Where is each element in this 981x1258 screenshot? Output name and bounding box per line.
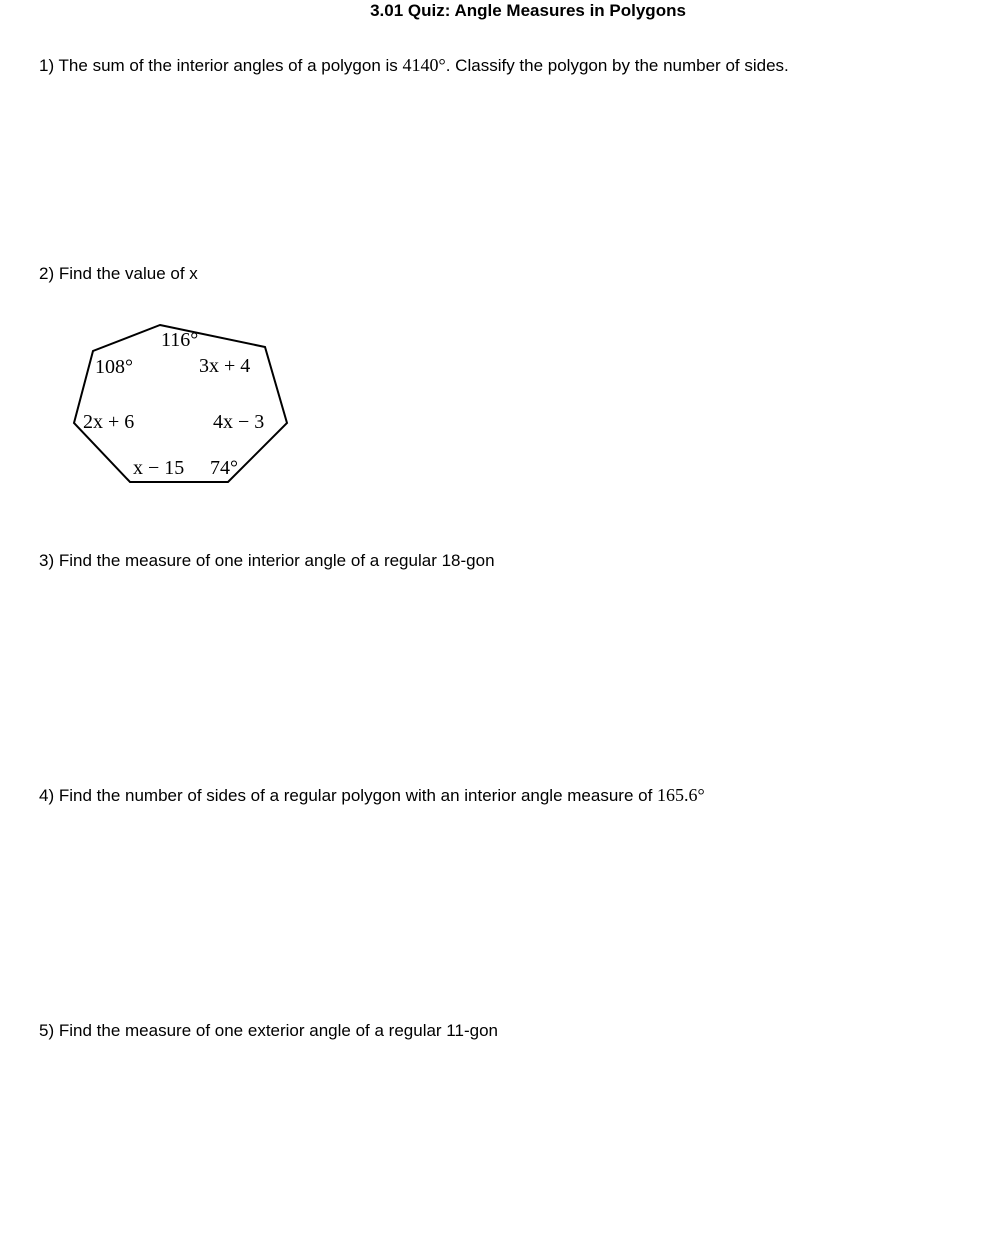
angle-label-right: 4x − 3 [213,411,265,433]
question-1 [39,55,789,76]
heptagon-diagram [60,315,300,495]
question-number: 1) [39,56,55,75]
question-text-continued: . Classify the polygon by the number of sides. [445,56,789,75]
question-text: The sum of the interior angles of a polygon is [58,56,398,75]
heptagon-figure [60,315,300,495]
question-2 [39,264,198,284]
angle-label-left: 2x + 6 [83,411,135,433]
quiz-title: 3.01 Quiz: Angle Measures in Polygons [370,1,686,20]
question-number: 3) [39,551,55,570]
question-math-value: 4140° [402,55,446,75]
angle-label-upper-right: 3x + 4 [199,355,251,377]
question-text: Find the measure of one exterior angle of a regular 11-gon [58,1021,498,1040]
question-number: 2) [39,264,55,283]
question-number: 4) [39,786,55,805]
question-text: Find the value of x [58,264,198,283]
question-text: Find the number of sides of a regular polygon with an interior angle measure of [58,786,653,805]
angle-label-upper-left: 108° [95,356,133,378]
angle-label-bottom-left: x − 15 [133,457,185,479]
question-3 [39,551,495,571]
question-4 [39,785,705,806]
question-math-value: 165.6° [657,785,705,805]
angle-label-top: 116° [161,329,199,351]
angle-label-bottom-right: 74° [210,457,238,479]
question-5 [39,1021,498,1041]
question-number: 5) [39,1021,55,1040]
question-text: Find the measure of one interior angle of a regular 18-gon [58,551,495,570]
